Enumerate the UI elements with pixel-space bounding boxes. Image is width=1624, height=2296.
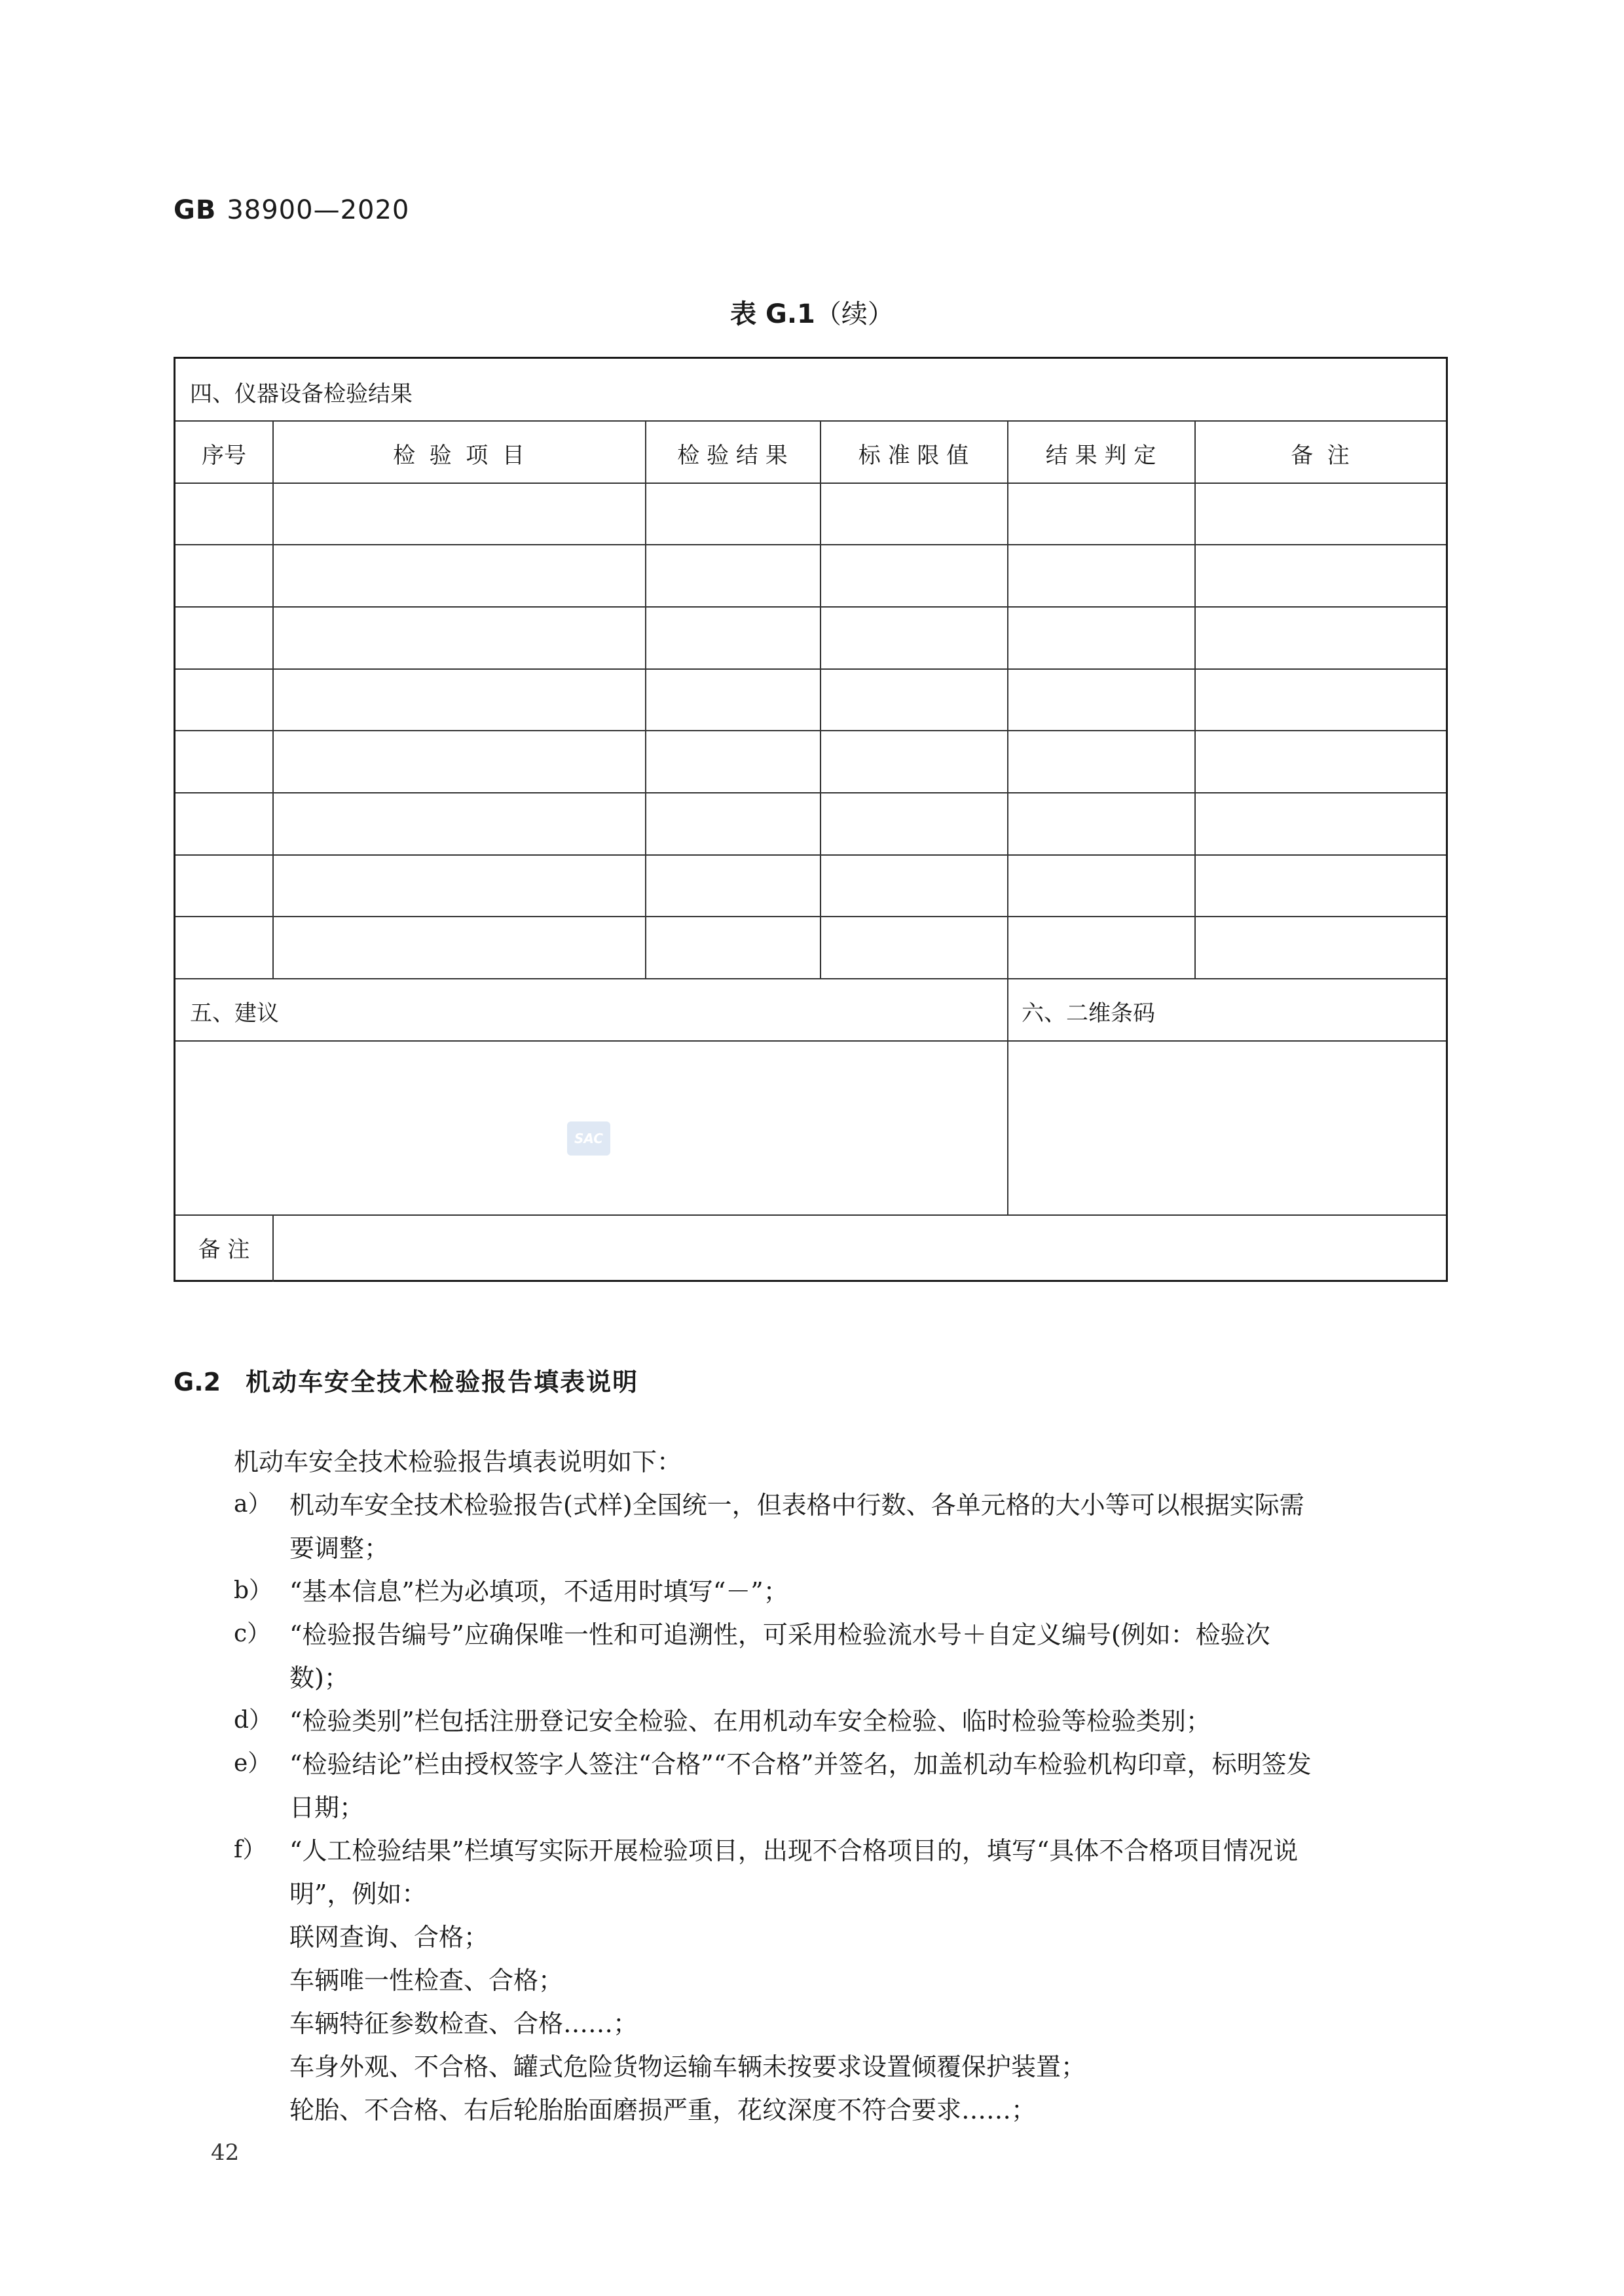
table-caption-label: 表 G.1 xyxy=(730,299,815,329)
sac-watermark-logo: SAC xyxy=(567,1121,610,1156)
section-6-title: 六、二维条码 xyxy=(1022,1000,1155,1027)
column-header-judgement: 结 果 判 定 xyxy=(1045,443,1156,469)
list-item-line: 轮胎、不合格、右后轮胎胎面磨损严重，花纹深度不符合要求……； xyxy=(289,2096,1037,2124)
table-rule xyxy=(175,730,1446,731)
column-header-result: 检 验 结 果 xyxy=(677,443,788,469)
list-item-line: 车辆特征参数检查、合格……； xyxy=(289,2009,638,2038)
list-item-line: “检验结论”栏由授权签字人签注“合格”“不合格”并签名，加盖机动车检验机构印章，标明签发 xyxy=(289,1750,1312,1779)
list-item-line: 车辆唯一性检查、合格； xyxy=(289,1966,564,1995)
table-rule xyxy=(1194,420,1196,978)
table-rule xyxy=(175,544,1446,545)
list-item-line: 要调整； xyxy=(289,1534,390,1563)
table-rule xyxy=(175,854,1446,856)
table-caption xyxy=(0,293,1624,331)
table-rule xyxy=(1007,420,1008,978)
section-4-title: 四、仪器设备检验结果 xyxy=(190,381,413,407)
list-item-line: “检验类别”栏包括注册登记安全检验、在用机动车安全检验、临时检验等检验类别； xyxy=(289,1707,1211,1736)
section-heading xyxy=(174,1362,638,1398)
table-rule xyxy=(175,606,1446,608)
table-rule xyxy=(175,420,1446,422)
table-rule xyxy=(272,1214,274,1282)
standard-number: 38900—2020 xyxy=(227,195,410,225)
table-rule xyxy=(175,916,1446,917)
table-rule xyxy=(175,483,1446,484)
list-marker: d） xyxy=(234,1707,273,1734)
list-marker: e） xyxy=(234,1750,272,1777)
table-rule xyxy=(175,1214,1446,1216)
list-marker: b） xyxy=(234,1577,273,1604)
column-header-limit: 标 准 限 值 xyxy=(858,443,969,469)
standard-code-prefix: GB xyxy=(174,195,217,225)
table-rule xyxy=(820,420,821,978)
list-item-line: “基本信息”栏为必填项，不适用时填写“－”； xyxy=(289,1577,788,1606)
page-number: 42 xyxy=(211,2140,240,2166)
section-intro: 机动车安全技术检验报告填表说明如下： xyxy=(234,1448,682,1476)
standard-code xyxy=(174,195,409,225)
list-item-line: 车身外观、不合格、罐式危险货物运输车辆未按要求设置倾覆保护装置； xyxy=(289,2052,1086,2081)
list-item-line: 明”，例如： xyxy=(289,1880,427,1908)
inspection-report-table xyxy=(174,357,1448,1282)
list-item-line: 日期； xyxy=(289,1793,365,1822)
table-caption-continued: （续） xyxy=(815,299,894,329)
section-title: 机动车安全技术检验报告填表说明 xyxy=(246,1368,639,1396)
table-rule xyxy=(175,668,1446,670)
list-item-line: “人工检验结果”栏填写实际开展检验项目，出现不合格项目的，填写“具体不合格项目情况说 xyxy=(289,1836,1299,1865)
table-rule xyxy=(175,978,1446,979)
section-number: G.2 xyxy=(174,1368,221,1396)
list-marker: a） xyxy=(234,1491,272,1518)
column-header-serial: 序号 xyxy=(202,443,246,469)
column-header-remarks: 备 注 xyxy=(1291,443,1350,469)
list-item-line: “检验报告编号”应确保唯一性和可追溯性，可采用检验流水号＋自定义编号(例如：检验次 xyxy=(289,1620,1270,1649)
section-5-title: 五、建议 xyxy=(190,1000,279,1027)
table-rule xyxy=(1007,978,1008,1214)
table-rule xyxy=(175,1040,1446,1042)
remarks-label: 备 注 xyxy=(198,1237,250,1263)
list-item-line: 机动车安全技术检验报告(式样)全国统一，但表格中行数、各单元格的大小等可以根据实际需 xyxy=(289,1491,1304,1520)
table-rule xyxy=(175,792,1446,793)
list-item-line: 联网查询、合格； xyxy=(289,1923,489,1952)
table-rule xyxy=(272,420,274,978)
list-marker: f） xyxy=(234,1836,267,1863)
list-marker: c） xyxy=(234,1620,271,1647)
list-item-line: 数)； xyxy=(289,1664,349,1692)
column-header-item: 检 验 项 目 xyxy=(393,443,525,469)
table-rule xyxy=(645,420,646,978)
